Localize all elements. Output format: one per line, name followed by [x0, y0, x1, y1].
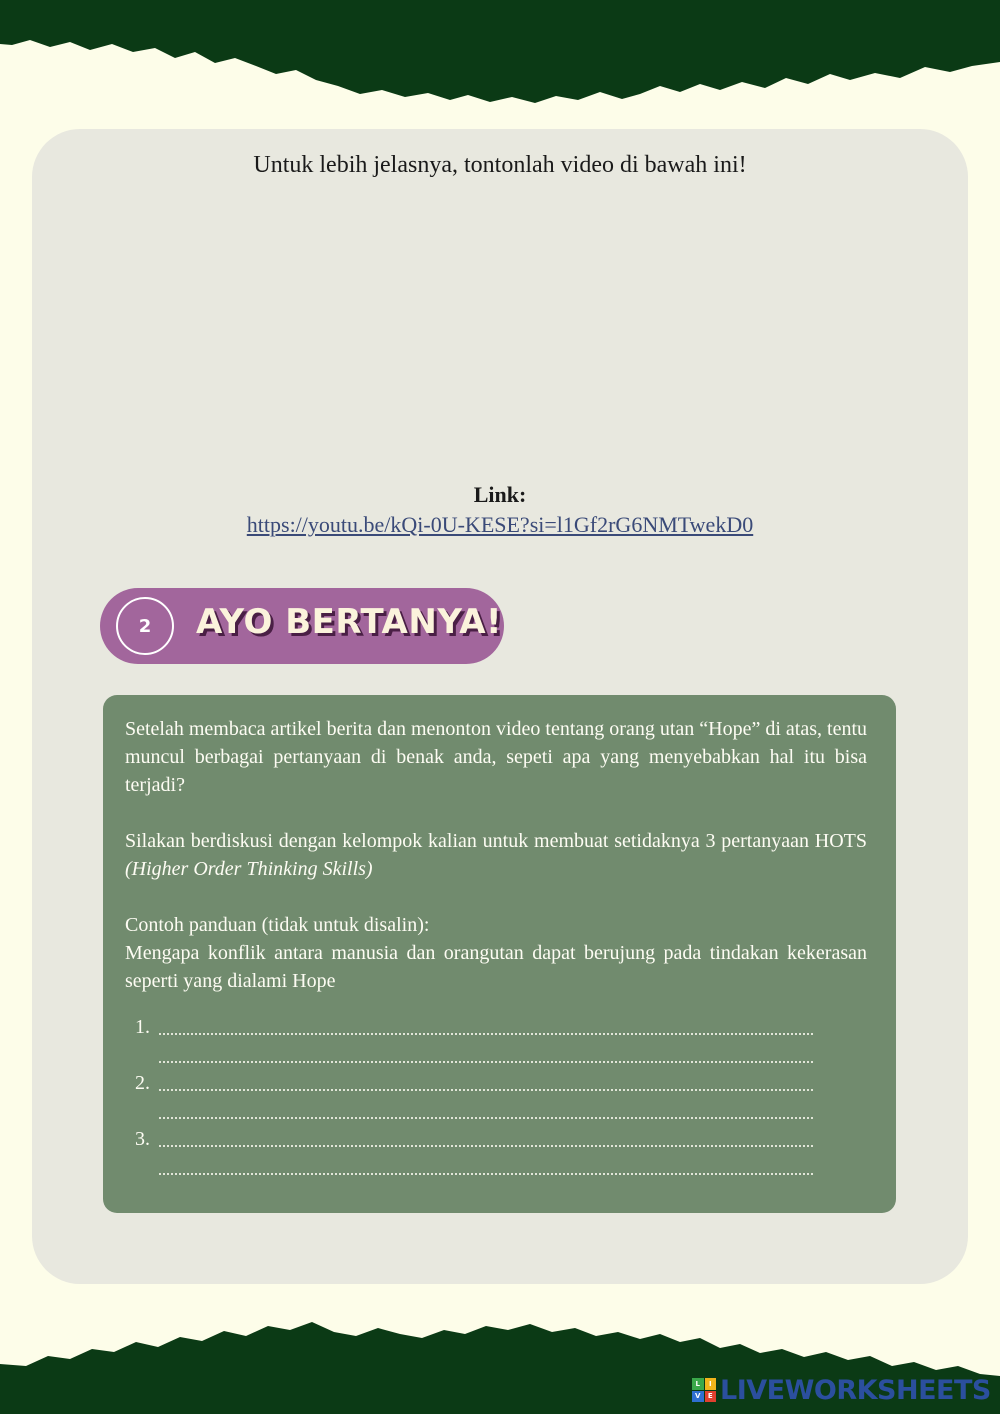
- video-link[interactable]: https://youtu.be/kQi-0U-KESE?si=l1Gf2rG6NMTwekD0: [246, 512, 754, 537]
- task-box: [103, 695, 896, 1213]
- answer-line[interactable]: [158, 1013, 813, 1041]
- liveworksheets-brand: [692, 1374, 991, 1406]
- video-placeholder[interactable]: [150, 200, 850, 470]
- brand-text: LIVEWORKSHEETS: [720, 1374, 991, 1406]
- task-paragraph-2-text: Silakan berdiskusi dengan kelompok kalian untuk membuat setidaknya 3 pertanyaan HOTS: [125, 830, 867, 852]
- answer-line[interactable]: [158, 1125, 813, 1153]
- liveworksheets-logo-icon: L I V E: [692, 1378, 716, 1402]
- section-number: 2: [116, 597, 174, 655]
- hots-italic: (Higher Order Thinking Skills): [125, 858, 373, 880]
- example-text: Mengapa konflik antara manusia dan orangutan dapat berujung pada tindakan kekerasan seperti yang dialami Hope: [125, 942, 867, 992]
- task-paragraph-2: [125, 827, 867, 883]
- intro-text: Untuk lebih jelasnya, tontonlah video di bawah ini!: [253, 152, 747, 178]
- answer-number: 1.: [135, 1016, 150, 1038]
- link-label: Link:: [473, 482, 527, 507]
- section-header: [100, 588, 504, 664]
- answer-line[interactable]: [158, 1041, 813, 1069]
- answer-number: 2.: [135, 1072, 150, 1094]
- answer-line[interactable]: [158, 1097, 813, 1125]
- section-title: AYO BERTANYA!: [196, 602, 503, 642]
- torn-paper-top-edge: [0, 0, 1000, 110]
- answer-number: 3.: [135, 1128, 150, 1150]
- answer-line[interactable]: [158, 1153, 813, 1181]
- task-paragraph-1: Setelah membaca artikel berita dan menonton video tentang orang utan “Hope” di atas, tentu muncul berbagai pertanyaan di benak anda, sepeti apa yang menyebabkan hal itu bisa terjadi?: [125, 718, 867, 796]
- answer-line[interactable]: [158, 1069, 813, 1097]
- answer-list: [125, 1013, 867, 1181]
- example-label: Contoh panduan (tidak untuk disalin):: [125, 914, 430, 936]
